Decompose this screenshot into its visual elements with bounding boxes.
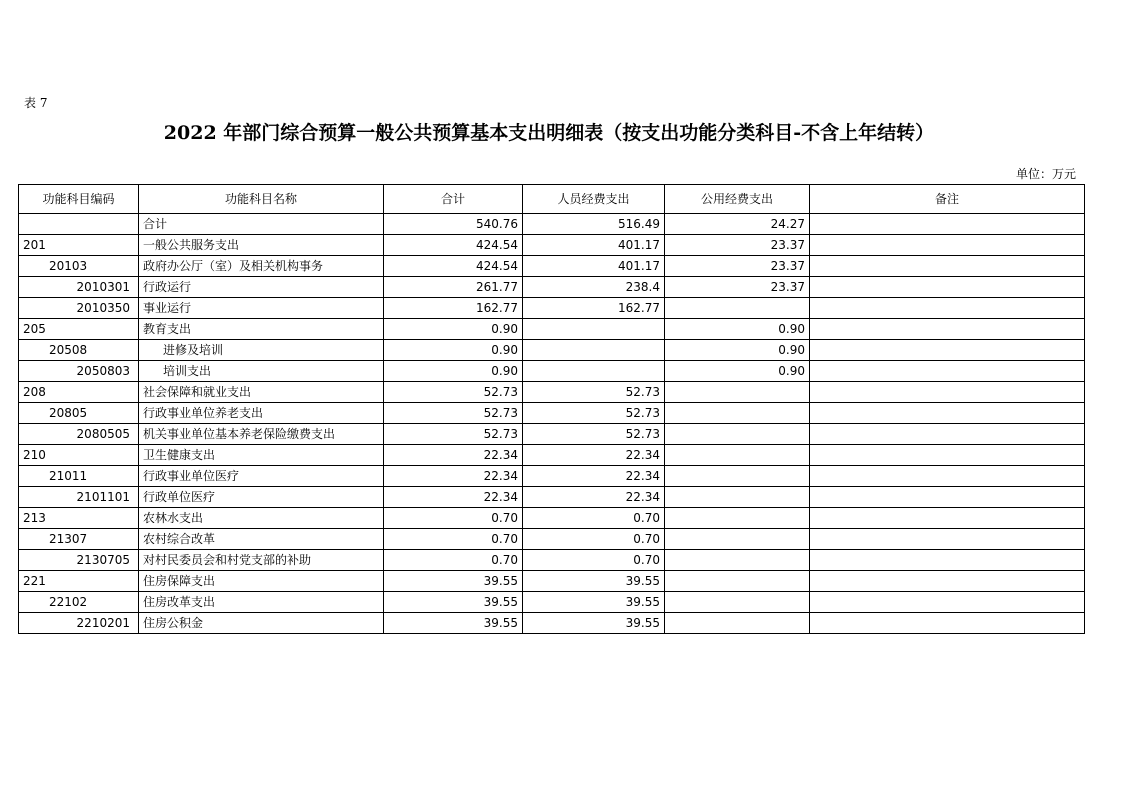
cell-personnel: 39.55	[523, 571, 665, 592]
cell-total: 39.55	[384, 613, 523, 634]
cell-code: 2101101	[19, 487, 139, 508]
header-public: 公用经费支出	[665, 185, 810, 214]
cell-name: 进修及培训	[139, 340, 384, 361]
cell-code: 21011	[19, 466, 139, 487]
cell-public: 0.90	[665, 361, 810, 382]
cell-public	[665, 487, 810, 508]
cell-code: 20103	[19, 256, 139, 277]
cell-code: 21307	[19, 529, 139, 550]
cell-code	[19, 214, 139, 235]
cell-public	[665, 445, 810, 466]
cell-note	[810, 445, 1085, 466]
cell-total: 0.90	[384, 340, 523, 361]
cell-personnel	[523, 319, 665, 340]
cell-code: 2050803	[19, 361, 139, 382]
cell-name: 对村民委员会和村党支部的补助	[139, 550, 384, 571]
cell-note	[810, 592, 1085, 613]
cell-public	[665, 382, 810, 403]
cell-code: 2210201	[19, 613, 139, 634]
cell-name: 行政运行	[139, 277, 384, 298]
cell-total: 39.55	[384, 592, 523, 613]
cell-name: 教育支出	[139, 319, 384, 340]
cell-note	[810, 487, 1085, 508]
cell-note	[810, 508, 1085, 529]
cell-public: 24.27	[665, 214, 810, 235]
cell-total: 0.70	[384, 529, 523, 550]
cell-note	[810, 382, 1085, 403]
cell-note	[810, 319, 1085, 340]
cell-total: 0.70	[384, 550, 523, 571]
cell-code: 201	[19, 235, 139, 256]
cell-total: 22.34	[384, 487, 523, 508]
table-row	[19, 298, 1085, 319]
cell-note	[810, 256, 1085, 277]
table-row	[19, 235, 1085, 256]
cell-name: 农林水支出	[139, 508, 384, 529]
cell-total: 261.77	[384, 277, 523, 298]
cell-total: 22.34	[384, 466, 523, 487]
cell-note	[810, 424, 1085, 445]
cell-code: 2130705	[19, 550, 139, 571]
cell-public	[665, 403, 810, 424]
cell-public	[665, 298, 810, 319]
cell-personnel: 516.49	[523, 214, 665, 235]
cell-code: 205	[19, 319, 139, 340]
cell-name: 事业运行	[139, 298, 384, 319]
cell-note	[810, 403, 1085, 424]
unit-label: 单位：万元	[1015, 167, 1076, 181]
cell-name: 住房公积金	[139, 613, 384, 634]
table-row	[19, 319, 1085, 340]
table-row	[19, 592, 1085, 613]
table-row	[19, 403, 1085, 424]
table-body	[19, 214, 1085, 634]
cell-code: 2080505	[19, 424, 139, 445]
cell-public	[665, 508, 810, 529]
cell-personnel: 52.73	[523, 403, 665, 424]
table-row	[19, 508, 1085, 529]
cell-total: 162.77	[384, 298, 523, 319]
cell-personnel: 0.70	[523, 529, 665, 550]
cell-total: 22.34	[384, 445, 523, 466]
table-header	[19, 185, 1085, 214]
cell-code: 213	[19, 508, 139, 529]
cell-total: 0.90	[384, 319, 523, 340]
cell-name: 卫生健康支出	[139, 445, 384, 466]
table-row	[19, 382, 1085, 403]
cell-name: 机关事业单位基本养老保险缴费支出	[139, 424, 384, 445]
cell-name: 一般公共服务支出	[139, 235, 384, 256]
header-row	[19, 185, 1085, 214]
cell-note	[810, 298, 1085, 319]
cell-name: 培训支出	[139, 361, 384, 382]
cell-public	[665, 424, 810, 445]
cell-personnel: 22.34	[523, 487, 665, 508]
cell-name: 行政事业单位医疗	[139, 466, 384, 487]
cell-code: 20508	[19, 340, 139, 361]
table-row	[19, 613, 1085, 634]
header-note: 备注	[810, 185, 1085, 214]
cell-note	[810, 529, 1085, 550]
cell-code: 2010301	[19, 277, 139, 298]
cell-note	[810, 550, 1085, 571]
cell-code: 210	[19, 445, 139, 466]
cell-total: 424.54	[384, 256, 523, 277]
cell-name: 政府办公厅（室）及相关机构事务	[139, 256, 384, 277]
table-row	[19, 340, 1085, 361]
table-row	[19, 550, 1085, 571]
cell-personnel: 39.55	[523, 613, 665, 634]
cell-public	[665, 550, 810, 571]
table-row	[19, 529, 1085, 550]
cell-note	[810, 235, 1085, 256]
cell-code: 2010350	[19, 298, 139, 319]
cell-public: 0.90	[665, 340, 810, 361]
cell-personnel: 401.17	[523, 256, 665, 277]
cell-total: 424.54	[384, 235, 523, 256]
cell-public	[665, 529, 810, 550]
table-row	[19, 445, 1085, 466]
cell-public: 23.37	[665, 277, 810, 298]
cell-name: 行政单位医疗	[139, 487, 384, 508]
cell-name: 社会保障和就业支出	[139, 382, 384, 403]
table-row	[19, 256, 1085, 277]
cell-total: 540.76	[384, 214, 523, 235]
cell-personnel: 162.77	[523, 298, 665, 319]
cell-public: 23.37	[665, 256, 810, 277]
cell-total: 0.70	[384, 508, 523, 529]
cell-name: 合计	[139, 214, 384, 235]
cell-total: 52.73	[384, 424, 523, 445]
cell-public	[665, 571, 810, 592]
cell-public	[665, 592, 810, 613]
header-code: 功能科目编码	[19, 185, 139, 214]
cell-total: 0.90	[384, 361, 523, 382]
cell-name: 行政事业单位养老支出	[139, 403, 384, 424]
table-row	[19, 277, 1085, 298]
cell-total: 39.55	[384, 571, 523, 592]
cell-note	[810, 361, 1085, 382]
cell-code: 22102	[19, 592, 139, 613]
cell-personnel: 22.34	[523, 445, 665, 466]
cell-personnel: 0.70	[523, 550, 665, 571]
header-personnel: 人员经费支出	[523, 185, 665, 214]
table-row	[19, 214, 1085, 235]
table-row	[19, 571, 1085, 592]
cell-note	[810, 340, 1085, 361]
table-row	[19, 466, 1085, 487]
cell-public	[665, 466, 810, 487]
cell-public	[665, 613, 810, 634]
cell-personnel: 22.34	[523, 466, 665, 487]
budget-table	[18, 184, 1085, 634]
cell-personnel: 52.73	[523, 382, 665, 403]
cell-personnel: 238.4	[523, 277, 665, 298]
cell-code: 20805	[19, 403, 139, 424]
cell-total: 52.73	[384, 403, 523, 424]
cell-note	[810, 613, 1085, 634]
cell-total: 52.73	[384, 382, 523, 403]
cell-personnel: 401.17	[523, 235, 665, 256]
cell-code: 208	[19, 382, 139, 403]
table-row	[19, 361, 1085, 382]
cell-note	[810, 571, 1085, 592]
page-title: 2022 年部门综合预算一般公共预算基本支出明细表（按支出功能分类科目-不含上年结转）	[163, 122, 935, 144]
cell-personnel	[523, 361, 665, 382]
table-number-label: 表 7	[24, 96, 48, 110]
cell-public: 23.37	[665, 235, 810, 256]
cell-personnel: 0.70	[523, 508, 665, 529]
cell-note	[810, 466, 1085, 487]
table-row	[19, 424, 1085, 445]
cell-personnel: 52.73	[523, 424, 665, 445]
table-row	[19, 487, 1085, 508]
cell-code: 221	[19, 571, 139, 592]
cell-note	[810, 214, 1085, 235]
cell-name: 住房保障支出	[139, 571, 384, 592]
cell-public: 0.90	[665, 319, 810, 340]
cell-name: 住房改革支出	[139, 592, 384, 613]
cell-note	[810, 277, 1085, 298]
cell-personnel: 39.55	[523, 592, 665, 613]
cell-name: 农村综合改革	[139, 529, 384, 550]
header-total: 合计	[384, 185, 523, 214]
header-name: 功能科目名称	[139, 185, 384, 214]
cell-personnel	[523, 340, 665, 361]
